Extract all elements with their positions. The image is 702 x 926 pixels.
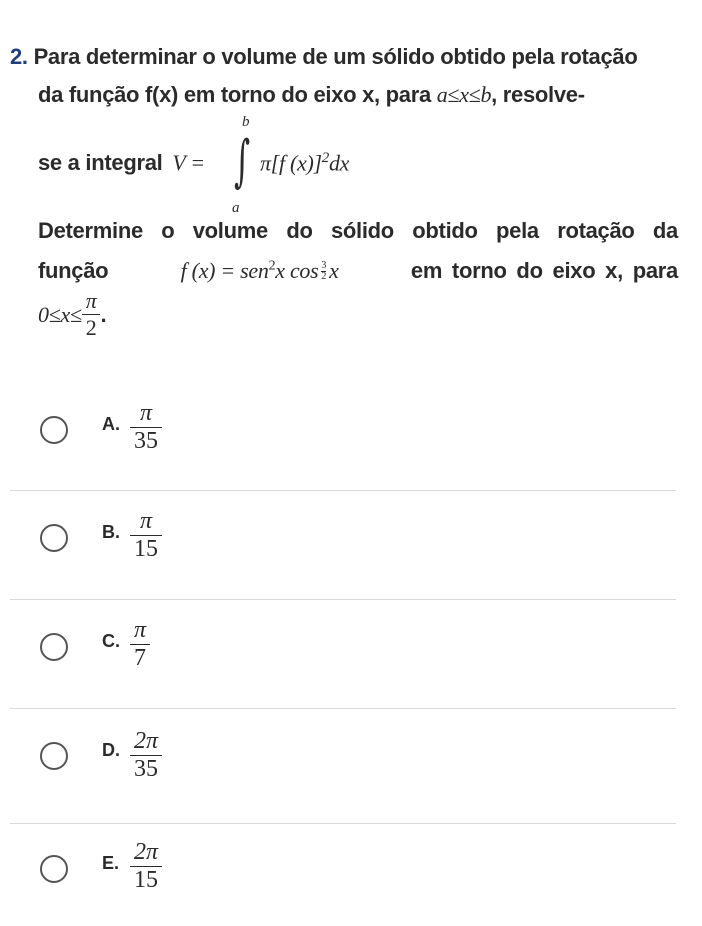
- frac-denominator: 15: [134, 867, 159, 893]
- question-text-3: se a integral: [38, 150, 163, 175]
- radio-button-a[interactable]: [40, 416, 68, 444]
- sin-exponent: 2: [268, 258, 276, 274]
- frac-numerator: π: [139, 508, 153, 534]
- function-definition: [181, 258, 339, 284]
- frac-numerator: 2π: [134, 728, 159, 754]
- radio-button-c[interactable]: [40, 633, 68, 661]
- integral-lhs: V =: [172, 150, 205, 175]
- p2-text-end: em torno do eixo x, para: [410, 258, 678, 283]
- paragraph-2-line-3: [38, 288, 106, 341]
- word: pela: [496, 218, 539, 243]
- function-cos: x cos: [275, 258, 319, 283]
- period: .: [100, 301, 107, 327]
- word: rotação: [557, 218, 635, 243]
- pi-over-two: [82, 288, 101, 341]
- question-number: 2.: [10, 44, 28, 69]
- frac-numerator: 2π: [134, 839, 159, 865]
- option-value: [130, 400, 162, 455]
- frac-numerator: π: [134, 617, 147, 643]
- radio-button-d[interactable]: [40, 742, 68, 770]
- word: Determine: [38, 218, 143, 243]
- cos-exp-den: 2: [321, 271, 327, 282]
- cos-exp-num: 3: [321, 260, 327, 271]
- option-letter: B.: [102, 522, 120, 542]
- radio-button-e[interactable]: [40, 855, 68, 883]
- interval-math: a≤x≤b: [436, 82, 492, 107]
- word: o: [161, 218, 175, 243]
- option-c[interactable]: [10, 599, 676, 699]
- radio-button-b[interactable]: [40, 524, 68, 552]
- option-value: [130, 728, 162, 783]
- question-text-1: Para determinar o volume de um sólido obtido pela rotação: [33, 44, 638, 69]
- p2-text-start: função: [38, 258, 109, 283]
- function-x: x: [329, 258, 339, 283]
- integral-dx: dx: [328, 150, 350, 176]
- integral-body: π[f (x)]: [260, 150, 322, 176]
- option-letter: D.: [102, 740, 120, 760]
- question-text-2-tail: , resolve-: [491, 82, 585, 107]
- question-line-1: [10, 44, 637, 70]
- paragraph-2-line-1: [38, 218, 678, 244]
- option-value: [130, 839, 162, 894]
- frac-denominator: 2: [85, 315, 97, 340]
- integral-exponent: 2: [321, 150, 329, 166]
- frac-denominator: 15: [134, 536, 158, 562]
- option-value: [130, 617, 150, 672]
- option-value: [130, 508, 162, 563]
- frac-numerator: π: [139, 400, 153, 426]
- frac-denominator: 7: [134, 645, 147, 671]
- option-letter: E.: [102, 853, 120, 873]
- option-a[interactable]: [10, 378, 676, 478]
- cos-exponent: [321, 261, 326, 282]
- word: da: [652, 218, 678, 243]
- frac-denominator: 35: [134, 428, 158, 454]
- integral-lower-limit: a: [232, 200, 240, 216]
- word: obtido: [412, 218, 478, 243]
- frac-denominator: 35: [134, 756, 159, 782]
- question-text-2: da função f(x) em torno do eixo x, para: [38, 82, 431, 107]
- question-line-3: [38, 150, 205, 176]
- function-lhs: f (x) = sen: [180, 258, 269, 283]
- integral-expression: [260, 150, 349, 176]
- question-line-2: [38, 82, 585, 108]
- range-math: 0≤x≤: [38, 301, 82, 327]
- frac-numerator: π: [85, 288, 97, 313]
- option-d[interactable]: [10, 708, 676, 808]
- paragraph-2-line-2: [38, 258, 678, 284]
- option-e[interactable]: [10, 823, 676, 923]
- option-letter: C.: [102, 631, 120, 651]
- option-b[interactable]: [10, 490, 676, 590]
- integral-sign-icon: ∫: [234, 129, 251, 194]
- word: sólido: [330, 218, 394, 243]
- option-letter: A.: [102, 414, 120, 434]
- word: volume: [192, 218, 268, 243]
- integral-upper-limit: b: [242, 114, 250, 130]
- word: do: [286, 218, 313, 243]
